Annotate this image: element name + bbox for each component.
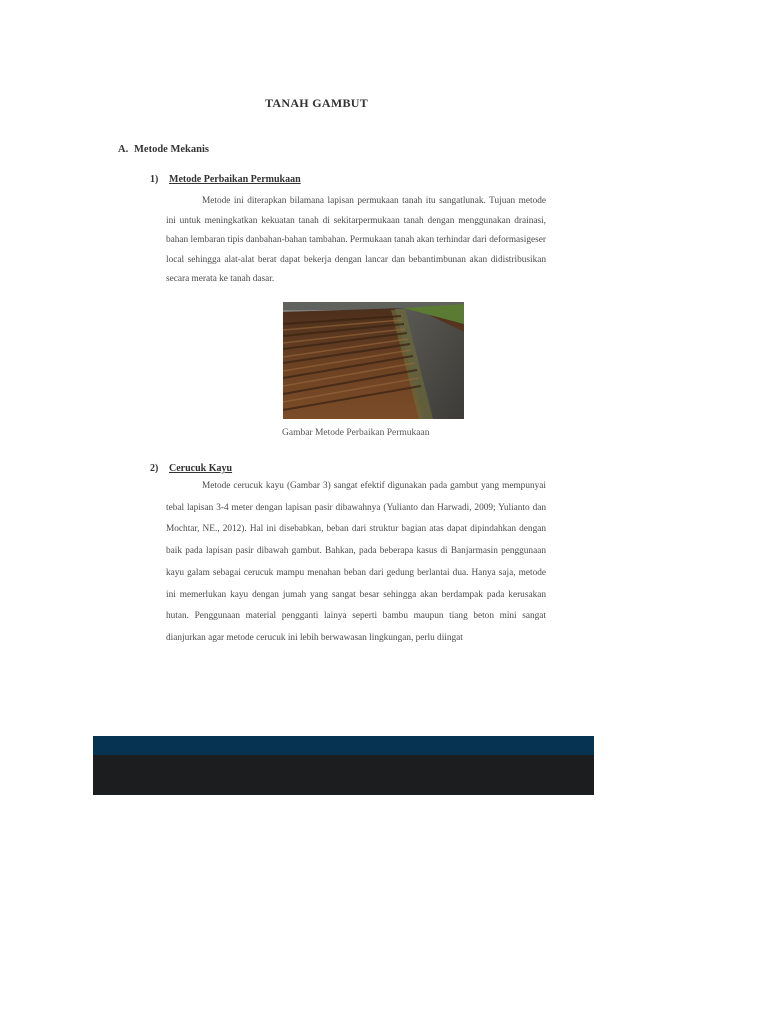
- subsection-number: 2): [150, 463, 159, 474]
- figure-caption: Gambar Metode Perbaikan Permukaan: [282, 428, 430, 438]
- embed-footer-band-accent: [93, 736, 594, 755]
- subsection-heading-1: [150, 174, 301, 185]
- paragraph-perbaikan-permukaan: Metode ini diterapkan bilamana lapisan permukaan tanah itu sangatlunak. Tujuan metode ini untuk meningkatkan kekuatan tanah di sekitarpermukaan tanah dengan menggunakan drainasi, bahan lembaran tipis danbahan-bahan tambahan. Permukaan tanah akan terhindar dari deformasigeser local sehingga alat-alat berat dapat bekerja dengan lancar dan bebantimbunan akan didistribusikan secara merata ke tanah dasar.: [166, 196, 546, 284]
- embed-footer-band: [93, 736, 594, 795]
- subsection-title: Metode Perbaikan Permukaan: [169, 174, 301, 185]
- subsection-number: 1): [150, 174, 159, 185]
- paragraph-cerucuk-kayu: Metode cerucuk kayu (Gambar 3) sangat efektif digunakan pada gambut yang mempunyai tebal lapisan 3-4 meter dengan lapisan pasir dibawahnya (Yulianto dan Harwadi, 2009; Yulianto dan Mochtar, NE., 2012). Hal ini disebabkan, beban dari struktur bagian atas dapat dipindahkan dengan baik pada lapisan pasir dibawah gambut. Bahkan, pada beberapa kasus di Banjarmasin penggunaan kayu galam sebagai cerucuk mampu menahan beban dari gedung berlantai dua. Hanya saja, metode ini memerlukan kayu dengan jumah yang sangat besar sehingga akan berdampak pada kerusakan hutan. Penggunaan material pengganti lainya seperti bambu maupun tiang beton mini sangat dianjurkan agar metode cerucuk ini lebih berwawasan lingkungan, perlu diingat: [166, 481, 546, 643]
- section-title: Metode Mekanis: [134, 144, 209, 155]
- subsection-heading-2: [150, 463, 232, 474]
- section-heading: [118, 144, 209, 155]
- figure-soil-surface-photo: [283, 302, 464, 419]
- section-number: A.: [118, 144, 129, 155]
- subsection-title: Cerucuk Kayu: [169, 463, 233, 474]
- document-title: TANAH GAMBUT: [265, 96, 369, 110]
